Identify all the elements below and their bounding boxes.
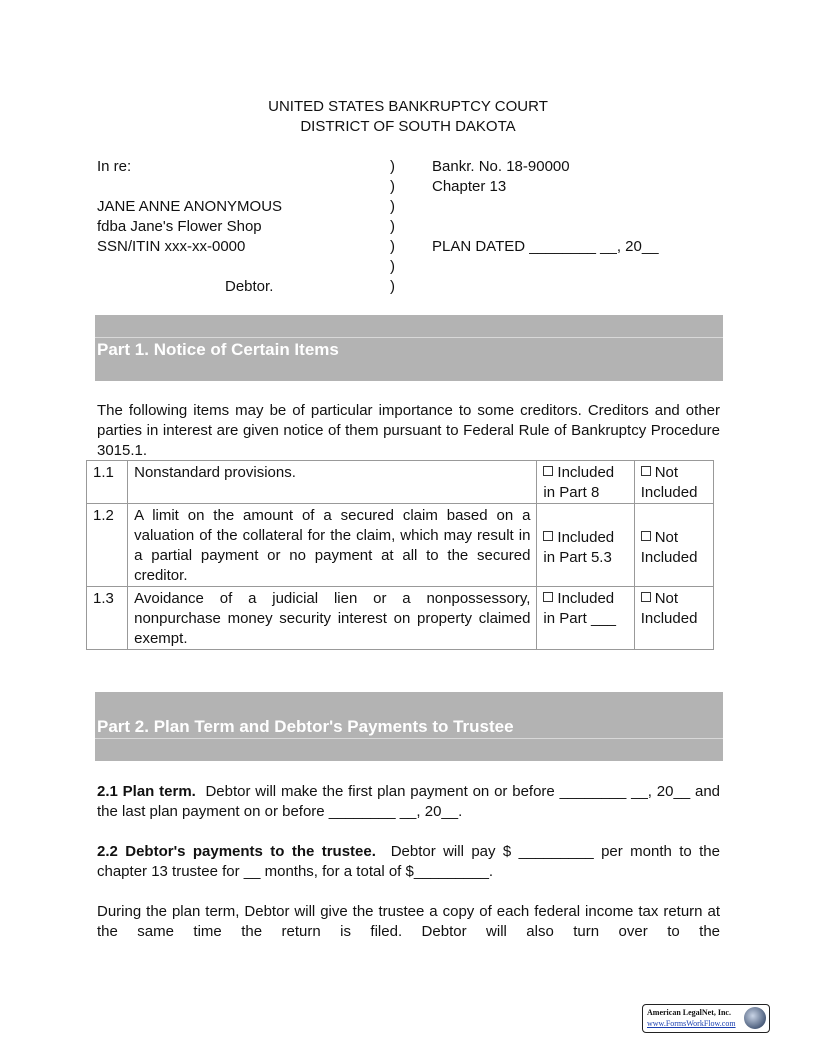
included-label: Included in Part 5.3: [543, 529, 615, 566]
checkbox-icon[interactable]: [641, 466, 651, 476]
bar-stripe: [95, 738, 723, 739]
caption-right: [432, 157, 659, 257]
item-description: Avoidance of a judicial lien or a nonpossessory, nonpurchase money security interest on property claimed exempt.: [128, 587, 537, 650]
tax-return-paragraph: During the plan term, Debtor will give the trustee a copy of each federal income tax return at the same time the return is filed. Debtor will also turn over to the: [97, 903, 720, 940]
paren: ): [390, 198, 395, 215]
logo-company: American LegalNet, Inc.: [647, 1008, 731, 1017]
paren: ): [390, 178, 395, 195]
notice-items-table: [86, 460, 714, 650]
section-2-1: [97, 782, 720, 822]
item-number: 1.1: [87, 461, 128, 504]
paren: ): [390, 238, 395, 255]
not-included-option[interactable]: [634, 461, 713, 504]
included-option[interactable]: [537, 504, 634, 587]
section-2-1-label: 2.1 Plan term.: [97, 783, 196, 800]
debtor-label: Debtor.: [225, 278, 274, 295]
item-number: 1.3: [87, 587, 128, 650]
in-re-label: In re:: [97, 158, 132, 175]
checkbox-icon[interactable]: [543, 592, 553, 602]
table-row: [87, 504, 714, 587]
item-number: 1.2: [87, 504, 128, 587]
plan-dated: PLAN DATED ________ __, 20__: [432, 238, 659, 255]
item-description: A limit on the amount of a secured claim based on a valuation of the collateral for the claim, which may result in a partial payment or no payment at all to the secured creditor.: [128, 504, 537, 587]
paren: ): [390, 258, 395, 275]
not-included-option[interactable]: [634, 587, 713, 650]
spacer: [97, 257, 282, 277]
bar-stripe: [95, 337, 723, 338]
checkbox-icon[interactable]: [641, 531, 651, 541]
checkbox-icon[interactable]: [543, 466, 553, 476]
spacer: [432, 197, 659, 237]
included-option[interactable]: [537, 587, 634, 650]
checkbox-icon[interactable]: [543, 531, 553, 541]
caption-parentheses: [390, 157, 395, 297]
logo-url-link[interactable]: www.FormsWorkFlow.com: [647, 1019, 736, 1028]
court-district: DISTRICT OF SOUTH DAKOTA: [300, 118, 516, 135]
section-2-1-text: Debtor will make the first plan payment on or before ________ __, 20__ and the last plan payment on or before ________ __, 20__.: [97, 783, 720, 820]
chapter: Chapter 13: [432, 178, 507, 195]
part2-title: Part 2. Plan Term and Debtor's Payments to Trustee: [97, 717, 514, 736]
included-option[interactable]: [537, 461, 634, 504]
part1-header-bar: [95, 315, 723, 381]
not-included-label: Not Included: [640, 590, 698, 627]
paren: ): [390, 218, 395, 235]
debtor-name: JANE ANNE ANONYMOUS: [97, 198, 283, 215]
checkbox-icon[interactable]: [641, 592, 651, 602]
not-included-label: Not Included: [640, 464, 698, 501]
included-label: Included in Part 8: [543, 464, 615, 501]
american-legalnet-logo[interactable]: [642, 1004, 770, 1033]
item-description: Nonstandard provisions.: [128, 461, 537, 504]
table-row: [87, 461, 714, 504]
section-2-2: [97, 842, 720, 882]
not-included-label: Not Included: [640, 529, 698, 566]
paren: ): [390, 278, 395, 295]
part1-intro: The following items may be of particular importance to some creditors. Creditors and other parties in interest are given notice of them pursuant to Federal Rule of Bankruptcy Procedure 3015.1.: [97, 402, 720, 459]
case-number: Bankr. No. 18-90000: [432, 158, 570, 175]
section-2-2-text: Debtor will pay $ _________ per month to the chapter 13 trustee for __ months, for a total of $_________.: [97, 843, 720, 880]
paren: ): [390, 158, 395, 175]
part2-header-bar: [95, 692, 723, 761]
debtor-fdba: fdba Jane's Flower Shop: [97, 218, 262, 235]
court-heading: [0, 97, 816, 137]
globe-icon: [744, 1007, 766, 1029]
court-name: UNITED STATES BANKRUPTCY COURT: [268, 98, 548, 115]
not-included-option[interactable]: [634, 504, 713, 587]
included-label: Included in Part ___: [543, 590, 616, 627]
caption-left: [97, 157, 282, 297]
spacer: [97, 177, 282, 197]
section-2-2-label: 2.2 Debtor's payments to the trustee.: [97, 843, 376, 860]
debtor-ssn: SSN/ITIN xxx-xx-0000: [97, 238, 246, 255]
table-row: [87, 587, 714, 650]
part1-title: Part 1. Notice of Certain Items: [97, 340, 339, 359]
